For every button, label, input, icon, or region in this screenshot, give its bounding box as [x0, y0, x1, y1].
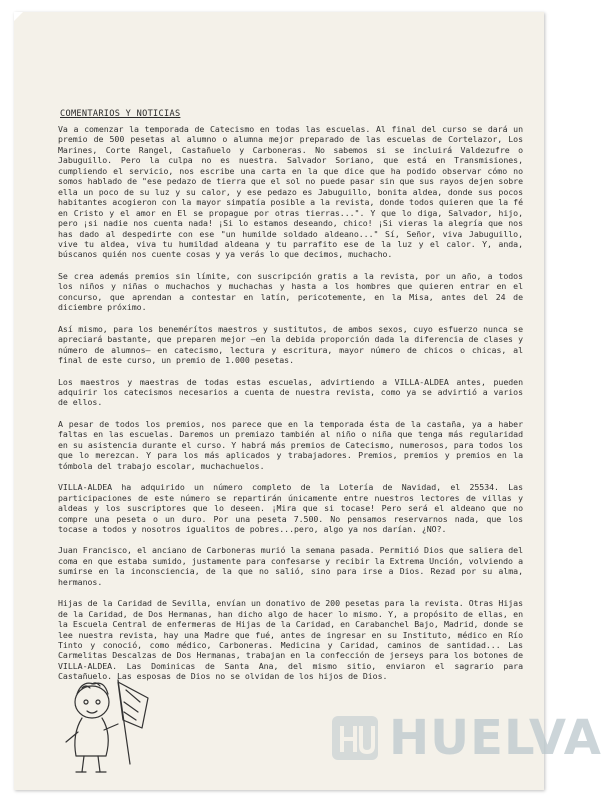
- section-heading: COMENTARIOS Y NOTICIAS: [60, 109, 181, 119]
- paragraph-maestros: Así mismo, para los benemérítos maestros y sustitutos, de ambos sexos, cuyo esfuerzo nunca se apreciará bastante, que preparen mejor —en la debida proporción dada la diferencia de clases y número de alumnos— en catecismo, lectura y escritura, mayor número de chicos o chicas, al final de este curso, un premio de 1.000 pesetas.: [58, 323, 523, 366]
- watermark-huelva: HUELVA: [389, 710, 602, 766]
- paragraph-castana: A pesar de todos los premios, nos parece que en la temporada ésta de la castaña, ya a haber faltas en las escuelas. Daremos un premiazo también al niño o niña que tenga más regularidad en su asistencia durante el curso. Y habrá más premios de Catecismo, numerosos, para todos los que lo merezcan. Y para los más aplicados y trabajadores. Premios, premios y premios en la tómbola del trabajo escolar, muchachuelos.: [58, 418, 523, 471]
- archive-logo-icon: [330, 712, 380, 764]
- article-body: [58, 124, 523, 693]
- paragraph-catecismos: Los maestros y maestras de todas estas escuelas, advirtiendo a VILLA-ALDEA antes, pueden adquirir los catecismos necesarios a cuenta de nuestra revista, como ya se advirtió a varios de ellos.: [58, 376, 523, 408]
- paragraph-catecismo: Va a comenzar la temporada de Catecismo en todas las escuelas. Al final del curso se dará un premio de 500 pesetas al alumno o alumna mejor preparado de las escuelas de Cortelazor, Los Marines, Corte Rangel, Castañuelo y Carboneras. No sabemos si se incluirá Valdezufre o Jabuguillo. Pero la culpa no es nuestra. Salvador Soriano, que está en Transmisiones, cumpliendo el servicio, nos escribe una carta en la que dice que ha podido observar cómo no somos hablado de "ese pedazo de tierra que el sol no puede pasar sin que sus rayos dejen sobre ella un poco de su luz y su calor, y ese pedazo es Jabuguillo, bonita aldea, donde sus pocos habitantes acogieron con la mayor simpatía posible a la revista, donde todos quieren que la fé en Cristo y el amor en El se propague por otras tierras...". Y que lo diga, Salvador, hijo, pero ¡si nadie nos cuenta nada! ¡Si lo estamos deseando, chico! ¡Si vieras la alegría que nos has dado al despedirte con ese "un humilde soldado aldeano..." Sí, Señor, viva Jabuguillo, vive tu aldea, viva tu humildad aldeana y tu parrafito ese de la luz y el calor. Y, anda, búscanos quién nos cuente cosas y ya verás lo que decimos, muchacho.: [58, 124, 523, 260]
- paragraph-premios-suscripcion: Se crea además premios sin límite, con suscripción gratis a la revista, por un año, a todos los niños y niñas o muchachos y muchachas y hasta a los hombres que quieren entrar en el concurso, que aprendan a contestar en latín, pericotemente, en la Misa, antes del 24 de diciembre próximo.: [58, 270, 523, 313]
- page-corner: [14, 12, 23, 21]
- paragraph-juan-francisco: Juan Francisco, el anciano de Carboneras murió la semana pasada. Permitió Dios que saliera del coma en que estaba sumido, justamente para confesarse y recibir la Extrema Unción, volviendo a sumirse en la inconsciencia, de la que no salió, sino para irse a Dios. Rezad por su alma, hermanos.: [58, 545, 523, 587]
- paragraph-loteria: VILLA-ALDEA ha adquirido un número completo de la Lotería de Navidad, el 25534. Las participaciones de este número se repartirán únicamente entre nuestros lectores de villas y aldeas y los suscriptores que lo deseen. ¡Mira que si tocase! Pero será el aldeano que no compre una peseta o un duro. Por una peseta 7.500. No pensamos reservarnos nada, que los tocase a todos y nosotros igualitos de pobres...pero, algo ya nos darían. ¿NO?.: [58, 482, 523, 534]
- cartoon-child-with-banner-icon: [60, 672, 155, 777]
- paragraph-hijas-caridad: Hijas de la Caridad de Sevilla, envían un donativo de 200 pesetas para la revista. Otras Hijas de la Caridad, de Dos Hermanas, han dicho algo de hacer lo mismo. Y, a propósito de ellas, en la Escuela Central de enfermeras de Hijas de la Caridad, en Carabanchel Bajo, Madrid, donde se lee nuestra revista, hay una Madre que fué, antes de ingresar en su Instituto, médico en Río Tinto y conoció, como médico, Carboneras. Medicina y Caridad, caminos de santidad... Las Carmelitas Descalzas de Dos Hermanas, trabajan en la confección de jerseys para los botones de VILLA-ALDEA. Las Dominicas de Santa Ana, del mismo sitio, enviaron el sagrario para Castañuelo. Las esposas de Dios no se olvidan de los hijos de Dios.: [58, 598, 523, 682]
